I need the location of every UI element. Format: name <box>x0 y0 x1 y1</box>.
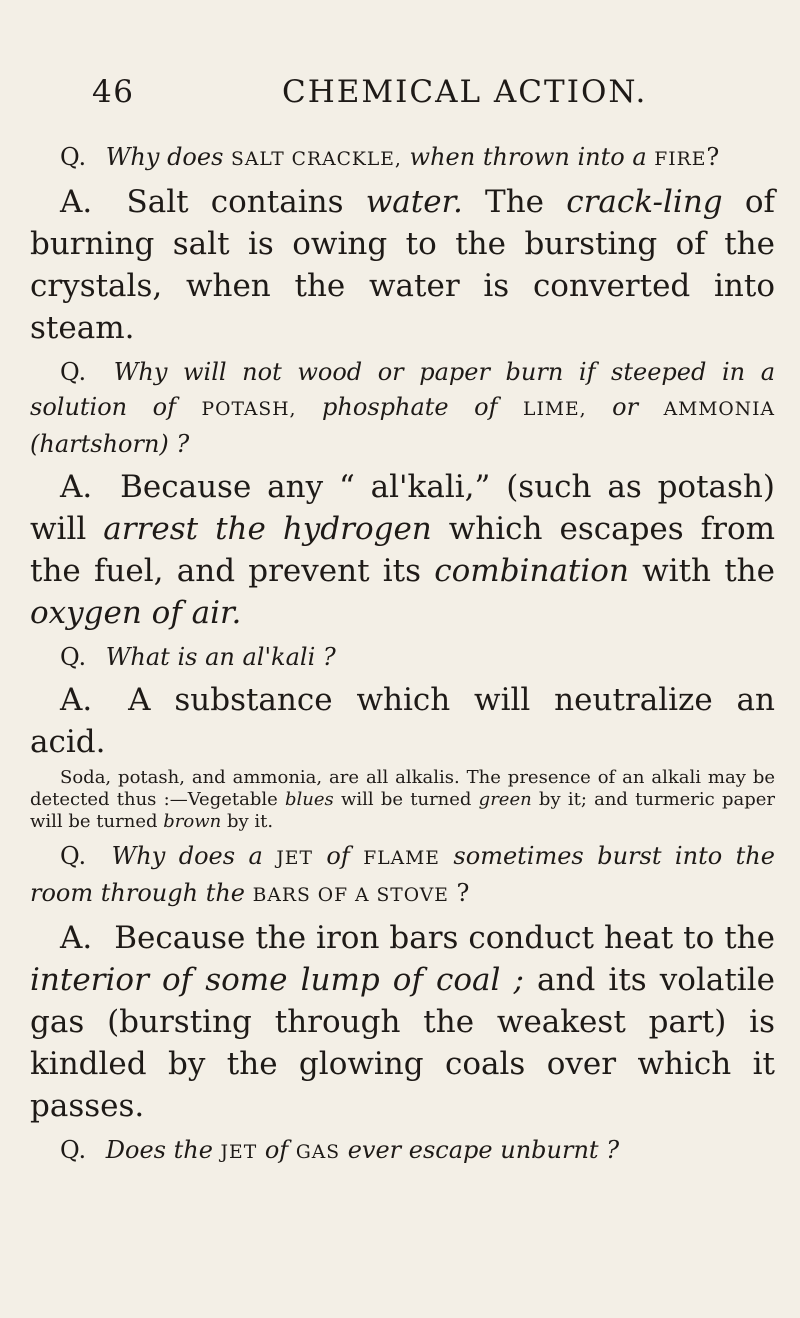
answer-text: Salt contains <box>126 184 344 220</box>
note-text: will be turned <box>340 789 472 810</box>
question-text: of <box>326 842 350 870</box>
answer-alkali <box>30 679 775 763</box>
question-alkali <box>30 640 775 675</box>
question-text: ever escape unburnt ? <box>347 1136 620 1164</box>
question-gas <box>30 1133 775 1170</box>
question-flame <box>30 839 775 913</box>
answer-text: Because any “ al'kali,” (such as potash) will <box>30 469 775 547</box>
question-smallcaps: POTASH, <box>201 399 297 420</box>
question-text: sometimes burst into the room through the <box>30 842 775 907</box>
question-label: Q. <box>60 643 87 671</box>
question-smallcaps: BARS OF A STOVE <box>252 885 449 906</box>
question-label: Q. <box>60 1136 87 1164</box>
answer-text: of burning salt is owing to the bursting of the crystals, when the water is converted into steam. <box>30 184 775 346</box>
question-label: Q. <box>60 143 87 171</box>
question-smallcaps: GAS <box>295 1142 341 1163</box>
answer-emphasis: combination <box>434 553 629 589</box>
answer-label: A. <box>60 469 93 505</box>
question-text: Does the <box>105 1136 213 1164</box>
answer-text: A substance which will neutralize an acid. <box>30 682 776 760</box>
answer-emphasis: interior of some lump of coal ; <box>30 962 524 998</box>
answer-label: A. <box>60 920 93 956</box>
running-title: CHEMICAL ACTION. <box>282 74 648 110</box>
question-smallcaps: JET <box>276 848 313 869</box>
note-text: Soda, potash, and ammonia, are all alkalis. The presence of an alkali may be detected thus :—Vegetable <box>30 767 775 810</box>
question-label: Q. <box>60 842 87 870</box>
question-text: phosphate of <box>322 393 498 421</box>
note-text: by it; and turmeric paper will be turned <box>30 789 775 832</box>
answer-wood <box>30 466 775 634</box>
question-text: What is an al'kali ? <box>105 643 336 671</box>
question-smallcaps: FIRE <box>654 149 707 170</box>
answer-label: A. <box>60 184 93 220</box>
note-emphasis: blues <box>284 789 334 810</box>
page-header <box>92 74 772 114</box>
answer-text: and its volatile gas (bursting through the weakest part) is kindled by the glowing coals over which it passes. <box>30 962 775 1124</box>
question-text: Why will not wood or paper burn if steeped in a solution of <box>30 358 775 421</box>
answer-flame <box>30 917 775 1127</box>
footnote-alkalis <box>30 767 775 833</box>
question-text: when thrown into a <box>409 143 647 171</box>
question-wood <box>30 355 775 462</box>
answer-label: A. <box>60 682 93 718</box>
answer-salt <box>30 181 775 349</box>
question-end: ? <box>456 879 470 907</box>
question-text: or <box>612 393 639 421</box>
note-emphasis: brown <box>163 811 222 832</box>
question-smallcaps: JET <box>220 1142 258 1163</box>
page-body <box>30 140 775 1174</box>
page-number: 46 <box>92 74 135 110</box>
answer-text: Because the iron bars conduct heat to the <box>114 920 775 956</box>
answer-emphasis: arrest the hydrogen <box>103 511 432 547</box>
answer-text: The <box>485 184 545 220</box>
question-text: Why does <box>105 143 224 171</box>
question-salt <box>30 140 775 177</box>
answer-emphasis: crack-ling <box>566 184 723 220</box>
question-end: ? <box>706 143 720 171</box>
question-smallcaps: FLAME <box>363 848 440 869</box>
answer-emphasis: water. <box>365 184 463 220</box>
question-smallcaps: AMMONIA <box>663 399 776 420</box>
question-text: of <box>264 1136 289 1164</box>
answer-text: which escapes from the fuel, and prevent its <box>30 511 776 589</box>
note-text: by it. <box>226 811 274 832</box>
question-smallcaps: LIME, <box>523 399 587 420</box>
question-text: (hartshorn) ? <box>30 430 190 458</box>
question-text: Why does a <box>111 842 263 870</box>
note-emphasis: green <box>478 789 532 810</box>
answer-emphasis: oxygen of air. <box>30 595 242 631</box>
question-label: Q. <box>60 358 87 386</box>
answer-text: with the <box>642 553 775 589</box>
question-smallcaps: SALT CRACKLE, <box>231 149 402 170</box>
